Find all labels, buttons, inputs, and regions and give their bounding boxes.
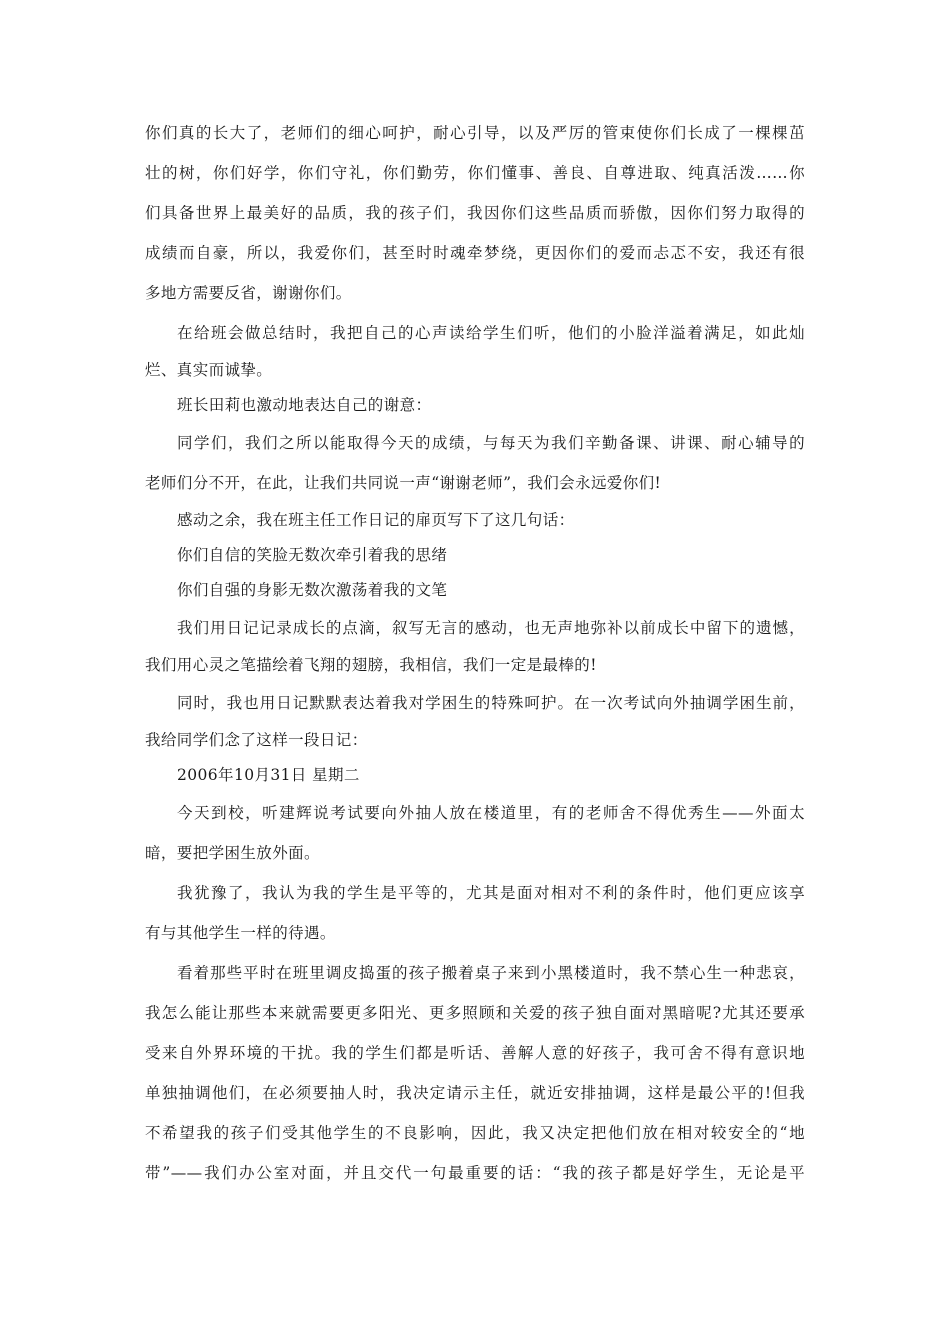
text-line: 你们自信的笑脸无数次牵引着我的思绪 <box>177 546 448 564</box>
diary-date: 2006年10月31日 星期二 <box>177 766 360 784</box>
text-line: 带”——我们办公室对面，并且交代一句最重要的话：“我的孩子都是好学生，无论是平 <box>145 1164 805 1182</box>
text-line: 壮的树，你们好学，你们守礼，你们勤劳，你们懂事、善良、自尊进取、纯真活泼……你 <box>145 164 805 182</box>
text-line: 我们用心灵之笔描绘着飞翔的翅膀，我相信，我们一定是最棒的! <box>145 656 597 674</box>
text-line: 在给班会做总结时，我把自己的心声读给学生们听，他们的小脸洋溢着满足，如此灿 <box>177 324 805 342</box>
text-line: 你们真的长大了，老师们的细心呵护，耐心引导，以及严厉的管束使你们长成了一棵棵茁 <box>145 124 805 142</box>
text-line: 班长田莉也激动地表达自己的谢意： <box>177 396 432 414</box>
text-line: 单独抽调他们，在必须要抽人时，我决定请示主任，就近安排抽调，这样是最公平的!但我 <box>145 1084 805 1102</box>
text-line: 暗，要把学困生放外面。 <box>145 844 320 862</box>
text-line: 们具备世界上最美好的品质，我的孩子们，我因你们这些品质而骄傲，因你们努力取得的 <box>145 204 805 222</box>
text-line: 同学们，我们之所以能取得今天的成绩，与每天为我们辛勤备课、讲课、耐心辅导的 <box>177 434 805 452</box>
text-line: 多地方需要反省，谢谢你们。 <box>145 284 352 302</box>
text-line: 今天到校，听建辉说考试要向外抽人放在楼道里，有的老师舍不得优秀生——外面太 <box>177 804 805 822</box>
text-line: 我们用日记记录成长的点滴，叙写无言的感动，也无声地弥补以前成长中留下的遗憾， <box>177 619 805 637</box>
text-line: 你们自强的身影无数次激荡着我的文笔 <box>177 581 448 599</box>
text-line: 我犹豫了，我认为我的学生是平等的，尤其是面对相对不利的条件时，他们更应该享 <box>177 884 805 902</box>
text-line: 我给同学们念了这样一段日记： <box>145 731 368 749</box>
text-line: 不希望我的孩子们受其他学生的不良影响，因此，我又决定把他们放在相对较安全的“地 <box>145 1124 805 1142</box>
text-line: 看着那些平时在班里调皮捣蛋的孩子搬着桌子来到小黑楼道时，我不禁心生一种悲哀， <box>177 964 805 982</box>
text-line: 我怎么能让那些本来就需要更多阳光、更多照顾和关爱的孩子独自面对黑暗呢?尤其还要承 <box>145 1004 805 1022</box>
text-line: 有与其他学生一样的待遇。 <box>145 924 336 942</box>
text-line: 感动之余，我在班主任工作日记的扉页写下了这几句话： <box>177 511 575 529</box>
body-text <box>145 113 805 1193</box>
text-line: 老师们分不开，在此，让我们共同说一声“谢谢老师”，我们会永远爱你们! <box>145 474 662 492</box>
text-line: 同时，我也用日记默默表达着我对学困生的特殊呵护。在一次考试向外抽调学困生前， <box>177 694 805 712</box>
text-line: 成绩而自豪，所以，我爱你们，甚至时时魂牵梦绕，更因你们的爱而忐忑不安，我还有很 <box>145 244 805 262</box>
text-line: 烂、真实而诚挚。 <box>145 361 273 379</box>
text-line: 受来自外界环境的干扰。我的学生们都是听话、善解人意的好孩子，我可舍不得有意识地 <box>145 1044 805 1062</box>
